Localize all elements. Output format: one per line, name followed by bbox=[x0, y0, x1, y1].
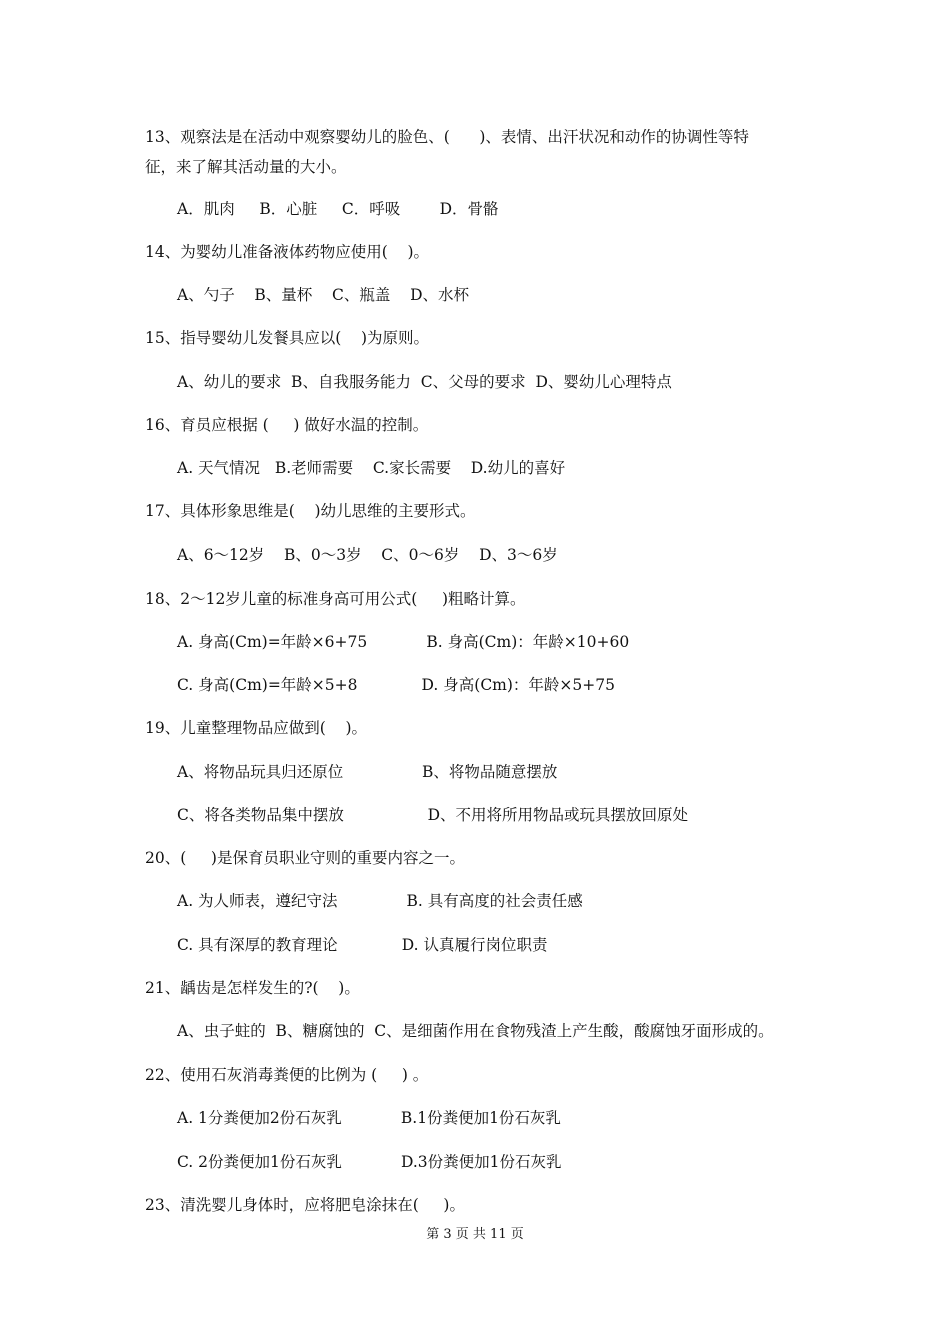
question-15-options: A、幼儿的要求 B、自我服务能力 C、父母的要求 D、婴幼儿心理特点 bbox=[177, 373, 672, 391]
question-21-options: A、虫子蛀的 B、糖腐蚀的 C、是细菌作用在食物残渣上产生酸，酸腐蚀牙面形成的。 bbox=[177, 1022, 774, 1040]
question-22-options-cd: C. 2份粪便加1份石灰乳 D.3份粪便加1份石灰乳 bbox=[177, 1153, 562, 1171]
question-21: 21、龋齿是怎样发生的?( )。 bbox=[145, 979, 360, 997]
question-19-options-ab: A、将物品玩具归还原位 B、将物品随意摆放 bbox=[177, 763, 558, 781]
question-14: 14、为婴幼儿准备液体药物应使用( )。 bbox=[145, 243, 430, 261]
question-17: 17、具体形象思维是( )幼儿思维的主要形式。 bbox=[145, 502, 476, 520]
question-14-options: A、勺子 B、量杯 C、瓶盖 D、水杯 bbox=[177, 286, 469, 304]
question-15: 15、指导婴幼儿发餐具应以( )为原则。 bbox=[145, 329, 430, 347]
question-18-options-ab: A. 身高(Cm)=年龄×6+75 B. 身高(Cm)：年龄×10+60 bbox=[177, 633, 630, 651]
question-22: 22、使用石灰消毒粪便的比例为 ( ) 。 bbox=[145, 1066, 429, 1084]
question-20: 20、( )是保育员职业守则的重要内容之一。 bbox=[145, 849, 465, 867]
question-19-options-cd: C、将各类物品集中摆放 D、不用将所用物品或玩具摆放回原处 bbox=[177, 806, 689, 824]
question-17-options: A、6～12岁 B、0～3岁 C、0～6岁 D、3～6岁 bbox=[177, 546, 558, 564]
question-16-options: A. 天气情况 B.老师需要 C.家长需要 D.幼儿的喜好 bbox=[177, 459, 566, 477]
question-22-options-ab: A. 1分粪便加2份石灰乳 B.1份粪便加1份石灰乳 bbox=[177, 1109, 561, 1127]
question-13-line-1: 13、观察法是在活动中观察婴幼儿的脸色、( )、表情、出汗状况和动作的协调性等特 bbox=[145, 128, 749, 146]
question-20-options-ab: A. 为人师表，遵纪守法 B. 具有高度的社会责任感 bbox=[177, 892, 583, 910]
question-13-line-2: 征，来了解其活动量的大小。 bbox=[145, 158, 347, 176]
question-19: 19、儿童整理物品应做到( )。 bbox=[145, 719, 368, 737]
question-13-options: A．肌肉 B．心脏 C．呼吸 D．骨骼 bbox=[177, 200, 499, 218]
question-16: 16、育员应根据 ( ) 做好水温的控制。 bbox=[145, 416, 429, 434]
question-23: 23、清洗婴儿身体时，应将肥皂涂抹在( )。 bbox=[145, 1196, 465, 1214]
question-18-options-cd: C. 身高(Cm)=年龄×5+8 D. 身高(Cm)：年龄×5+75 bbox=[177, 676, 615, 694]
question-20-options-cd: C. 具有深厚的教育理论 D. 认真履行岗位职责 bbox=[177, 936, 548, 954]
question-18: 18、2～12岁儿童的标准身高可用公式( )粗略计算。 bbox=[145, 590, 526, 608]
page-number-footer: 第 3 页 共 11 页 bbox=[426, 1227, 524, 1242]
